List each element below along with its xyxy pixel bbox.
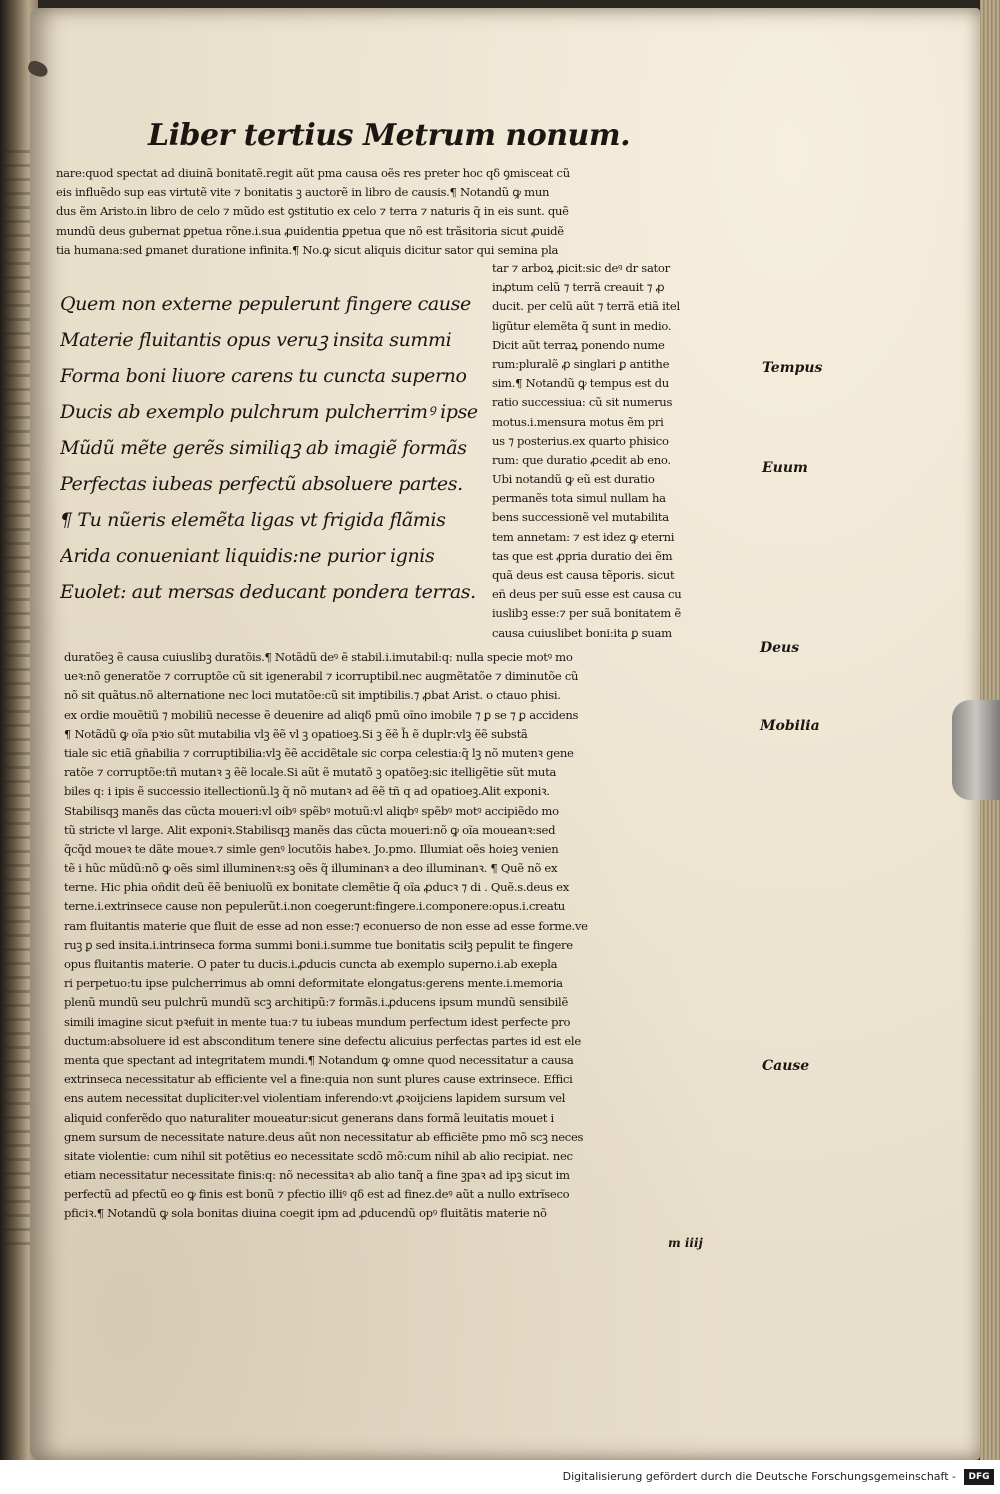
gloss-line: ¶ Notãdũ ꝙ oĩa pꝛio sũt mutabilia vlꝫ ẽẽ vl ꝫ opatioeꝫ.Si ꝫ ẽẽ h̃ ẽ duplr:vlꝫ ẽẽ substã [64, 726, 528, 741]
gloss-line: ri perpetuo:tu ipse pulcherrimus ab omni deformitate elongatus:gerens mente.i.memoria [64, 976, 563, 991]
gloss-line: iuslibꝫ esse:⁊ per suã bonitatem ẽ [492, 606, 681, 621]
verse-line: Perfectas iubeas perfectũ absoluere partes. [60, 473, 463, 495]
verse-line: ¶ Tu nũeris elemẽta ligas vt frigida flãmis [60, 509, 446, 531]
gloss-line: menta que spectant ad integritatem mundi.¶ Notandum ꝙ omne quod necessitatur a causa [64, 1052, 574, 1067]
gloss-line: tas que est ꝓpria duratio dei ẽm [492, 548, 673, 563]
gloss-line: plenũ mundũ seu pulchrũ mundũ scꝫ architipũ:⁊ formãs.i.ꝓducens ipsum mundũ sensibilẽ [64, 995, 569, 1010]
gloss-line: ueꝛ:nõ generatõe ⁊ corruptõe cũ sit igenerabil ⁊ icorruptibil.nec augmẽtatõe ⁊ diminutõe cũ [64, 669, 579, 684]
gloss-line: eis influẽdo sup eas virtutẽ vite ⁊ bonitatis ꝫ auctorẽ in libro de causis.¶ Notandũ ꝙ mun [56, 185, 550, 200]
gloss-line: tiale sic etiã gñabilia ⁊ corruptibilia:vlꝫ ẽẽ accidẽtale sic corpa celestia:q̃ lꝫ nõ mutenꝛ gene [64, 745, 574, 760]
gloss-line: tar ⁊ arboꝝ ꝓicit:sic deꝰ dr sator [492, 261, 670, 275]
gloss-line: etiam necessitatur necessitate finis:q: nõ necessitaꝛ ab alio tanq̃ a fine ꝫpaꝛ ad ipꝫ sicut im [64, 1168, 570, 1183]
gloss-line: Ubi notandũ ꝙ eũ est duratio [492, 472, 655, 487]
margin-note-mobilia: Mobilia [760, 718, 820, 734]
gloss-line: ligũtur elemẽta q̃ sunt in medio. [492, 318, 672, 333]
gloss-line: ruꝫ ꝑ sed insita.i.intrinseca forma summi boni.i.summe tue bonitatis sciłꝫ pepulit te fingere [64, 937, 573, 952]
gloss-line: tẽ i hũc mũdũ:nõ ꝙ oẽs siml illuminenꝛ:sꝫ oẽs q̃ illuminanꝛ a deo illuminanꝛ. ¶ Quẽ nõ ex [64, 861, 558, 876]
gloss-right-column [492, 259, 764, 643]
gloss-line: nare:quod spectat ad diuinã bonitatẽ.regit aũt pma causa oẽs res preter hoc qδ ꝯmisceat cũ [56, 166, 570, 180]
verse-block [60, 286, 490, 610]
gloss-line: sim.¶ Notandũ ꝙ tempus est du [492, 376, 669, 391]
gloss-line: aliquid conferẽdo quo naturaliter moueatur:sicut generans dans formã leuitatis mouet i [64, 1110, 554, 1125]
verse-line: Arida conueniant liquidis:ne purior ignis [60, 545, 435, 567]
verse-line: Euolet: aut mersas deducant pondera terras. [60, 581, 476, 603]
gloss-line: eñ deus per suũ esse est causa cu [492, 587, 682, 602]
gloss-top [56, 164, 746, 260]
footer-bar [0, 1460, 1000, 1494]
gloss-line: rum:pluralẽ ꝓ singlari ꝑ antithe [492, 356, 670, 371]
margin-note-tempus: Tempus [762, 360, 823, 376]
gloss-line: ratõe ⁊ corruptõe:tñ mutanꝛ ꝫ ẽẽ locale.Si aũt ẽ mutatõ ꝫ opatõeꝫ:sic itelligẽtie sũt muta [64, 765, 557, 780]
gloss-line: ex ordie mouẽtiũ ⁊ mobiliũ necesse ẽ deuenire ad aliqδ pmũ oĩno imobile ⁊ ꝑ se ⁊ ꝑ accidens [64, 707, 579, 722]
gloss-line: tia humana:sed ꝑmanet duratione infinita.¶ No.ꝙ sicut aliquis dicitur sator qui semina pla [56, 242, 559, 257]
gloss-line: tũ stricte vl large. Alit exponiꝛ.Stabilisqꝫ manẽs das cũcta moueri:nõ ꝙ oĩa moueanꝛ:sed [64, 822, 556, 837]
gloss-line: inꝓtum celũ ⁊ terrã creauit ⁊ ꝓ [492, 280, 665, 295]
gloss-line: rum: que duratio ꝓcedit ab eno. [492, 452, 671, 467]
gloss-line: ductum:absoluere id est absconditum tenere sine defectu alicuius perfectas partes id est ele [64, 1033, 581, 1048]
gloss-line: bens successionẽ vel mutabilita [492, 510, 669, 525]
adjacent-page-text [4, 150, 30, 1250]
verse-line: Ducis ab exemplo pulchrum pulcherrimꝰ ipse [60, 401, 478, 423]
gloss-line: gnem sursum de necessitate nature.deus aũt non necessitatur ab efficiẽte pmo mõ scꝫ neces [64, 1129, 584, 1144]
gloss-line: terne. Hic phia oñdit deũ ẽẽ beniuolũ ex bonitate clemẽtie q̃ oĩa ꝓducꝛ ⁊ di . Quẽ.s.deus ex [64, 880, 569, 895]
verse-line: Quem non externe pepulerunt fingere cause [60, 293, 471, 315]
gloss-line: Dicit aũt terraꝝ ponendo nume [492, 337, 665, 352]
gloss-line: biles q: i ipis ẽ successio itellectionũ.lꝫ q̃ nõ mutanꝛ ad ẽẽ tñ q ad opatioeꝫ.Alit exponiꝛ. [64, 784, 550, 799]
verse-line: Mũdũ mẽte gerẽs similiqꝫ ab imagiẽ formãs [60, 437, 467, 459]
gloss-line: sitate violentie: cum nihil sit potẽtius eo necessitate scdõ mõ:cum nihil ab alio recipiat. nec [64, 1148, 573, 1163]
gloss-line: tem annetam: ⁊ est idez ꝙ eterni [492, 529, 675, 544]
page-title: Liber tertius Metrum nonum. [148, 118, 631, 153]
gloss-line: ratio successiua: cũ sit numerus [492, 395, 673, 410]
margin-note-deus: Deus [760, 640, 800, 656]
gloss-line: pficiꝛ.¶ Notandũ ꝙ sola bonitas diuina coegit ipm ad ꝓducendũ opꝰ fluitãtis materie nõ [64, 1206, 547, 1221]
gloss-line: ens autem necessitat dupliciter:vel violentiam inferendo:vt ꝓꝛoijciens lapidem sursum vel [64, 1091, 566, 1106]
gloss-line: ram fluitantis materie que fluit de esse ad non esse:⁊ econuerso de non esse ad esse forme.ve [64, 918, 588, 933]
gloss-line: simili imagine sicut pꝛefuit in mente tua:⁊ tu iubeas mundum perfectum idest perfecte pro [64, 1014, 571, 1029]
gloss-line: q̃cq̃d moueꝛ te dãte moueꝛ.⁊ simle genꝰ locutõis habeꝛ. Jo.pmo. Illumiat oẽs hoieꝫ venien [64, 841, 559, 856]
gloss-line: mundũ deus gubernat ꝑpetua rõne.i.sua ꝓuidentia ꝑpetua que nõ est trãsitoria sicut ꝓuidẽ [56, 223, 564, 238]
gloss-line: duratõeꝫ ẽ causa cuiuslibꝫ duratõis.¶ Notãdũ deꝰ ẽ stabil.i.imutabil:q: nulla specie motꝰ mo [64, 650, 573, 664]
gloss-line: perfectũ ad pfectũ eo ꝙ finis est bonũ ⁊ pfectio illiꝰ qδ est ad finez.deꝰ aũt a nullo extrĩseco [64, 1187, 570, 1202]
gloss-line: extrinseca necessitatur ab efficiente vel a fine:quia non sunt plures cause extrinsece. Effici [64, 1072, 573, 1087]
gloss-line: us ⁊ posterius.ex quarto phisico [492, 433, 669, 448]
gloss-bottom [64, 648, 764, 1224]
verse-line: Forma boni liuore carens tu cuncta superno [60, 365, 467, 387]
margin-note-cause: Cause [762, 1058, 810, 1074]
gloss-line: permanẽs tota simul nullam ha [492, 491, 666, 506]
gloss-line: motus.i.mensura motus ẽm pri [492, 414, 664, 429]
gloss-line: quã deus est causa tẽporis. sicut [492, 568, 675, 582]
gloss-line: nõ sit quãtus.nõ alternatione nec loci mutatõe:cũ sit imptibilis.⁊ ꝓbat Arist. o ctauo phisi. [64, 688, 561, 703]
gloss-line: dus ẽm Aristo.in libro de celo ⁊ mũdo est ꝯstitutio ex celo ⁊ terra ⁊ naturis q̃ in eis sunt. quẽ [56, 204, 569, 219]
gloss-line: ducit. per celũ aũt ⁊ terrã etiã itel [492, 299, 680, 314]
signature-mark: m iiij [668, 1236, 703, 1250]
gloss-line: opus fluitantis materie. O pater tu ducis.i.ꝓducis cuncta ab exemplo superno.i.ab exepla [64, 957, 558, 971]
page-clip [952, 700, 1000, 800]
gloss-line: causa cuiuslibet boni:ita ꝑ suam [492, 625, 672, 640]
verse-line: Materie fluitantis opus veruꝫ insita summi [60, 329, 452, 351]
funding-credit: Digitalisierung gefördert durch die Deutsche Forschungsgemeinschaft - [562, 1470, 956, 1483]
gloss-line: terne.i.extrinsece cause non pepulerũt.i.non coegerunt:fingere.i.componere:opus.i.creatu [64, 899, 565, 914]
dfg-logo: DFG [964, 1469, 994, 1485]
gloss-line: Stabilisqꝫ manẽs das cũcta moueri:vl oibꝰ spẽbꝰ motuũ:vl aliqbꝰ spẽbꝰ motꝰ accipiẽdo mo [64, 803, 559, 818]
margin-note-euum: Euum [762, 460, 808, 476]
